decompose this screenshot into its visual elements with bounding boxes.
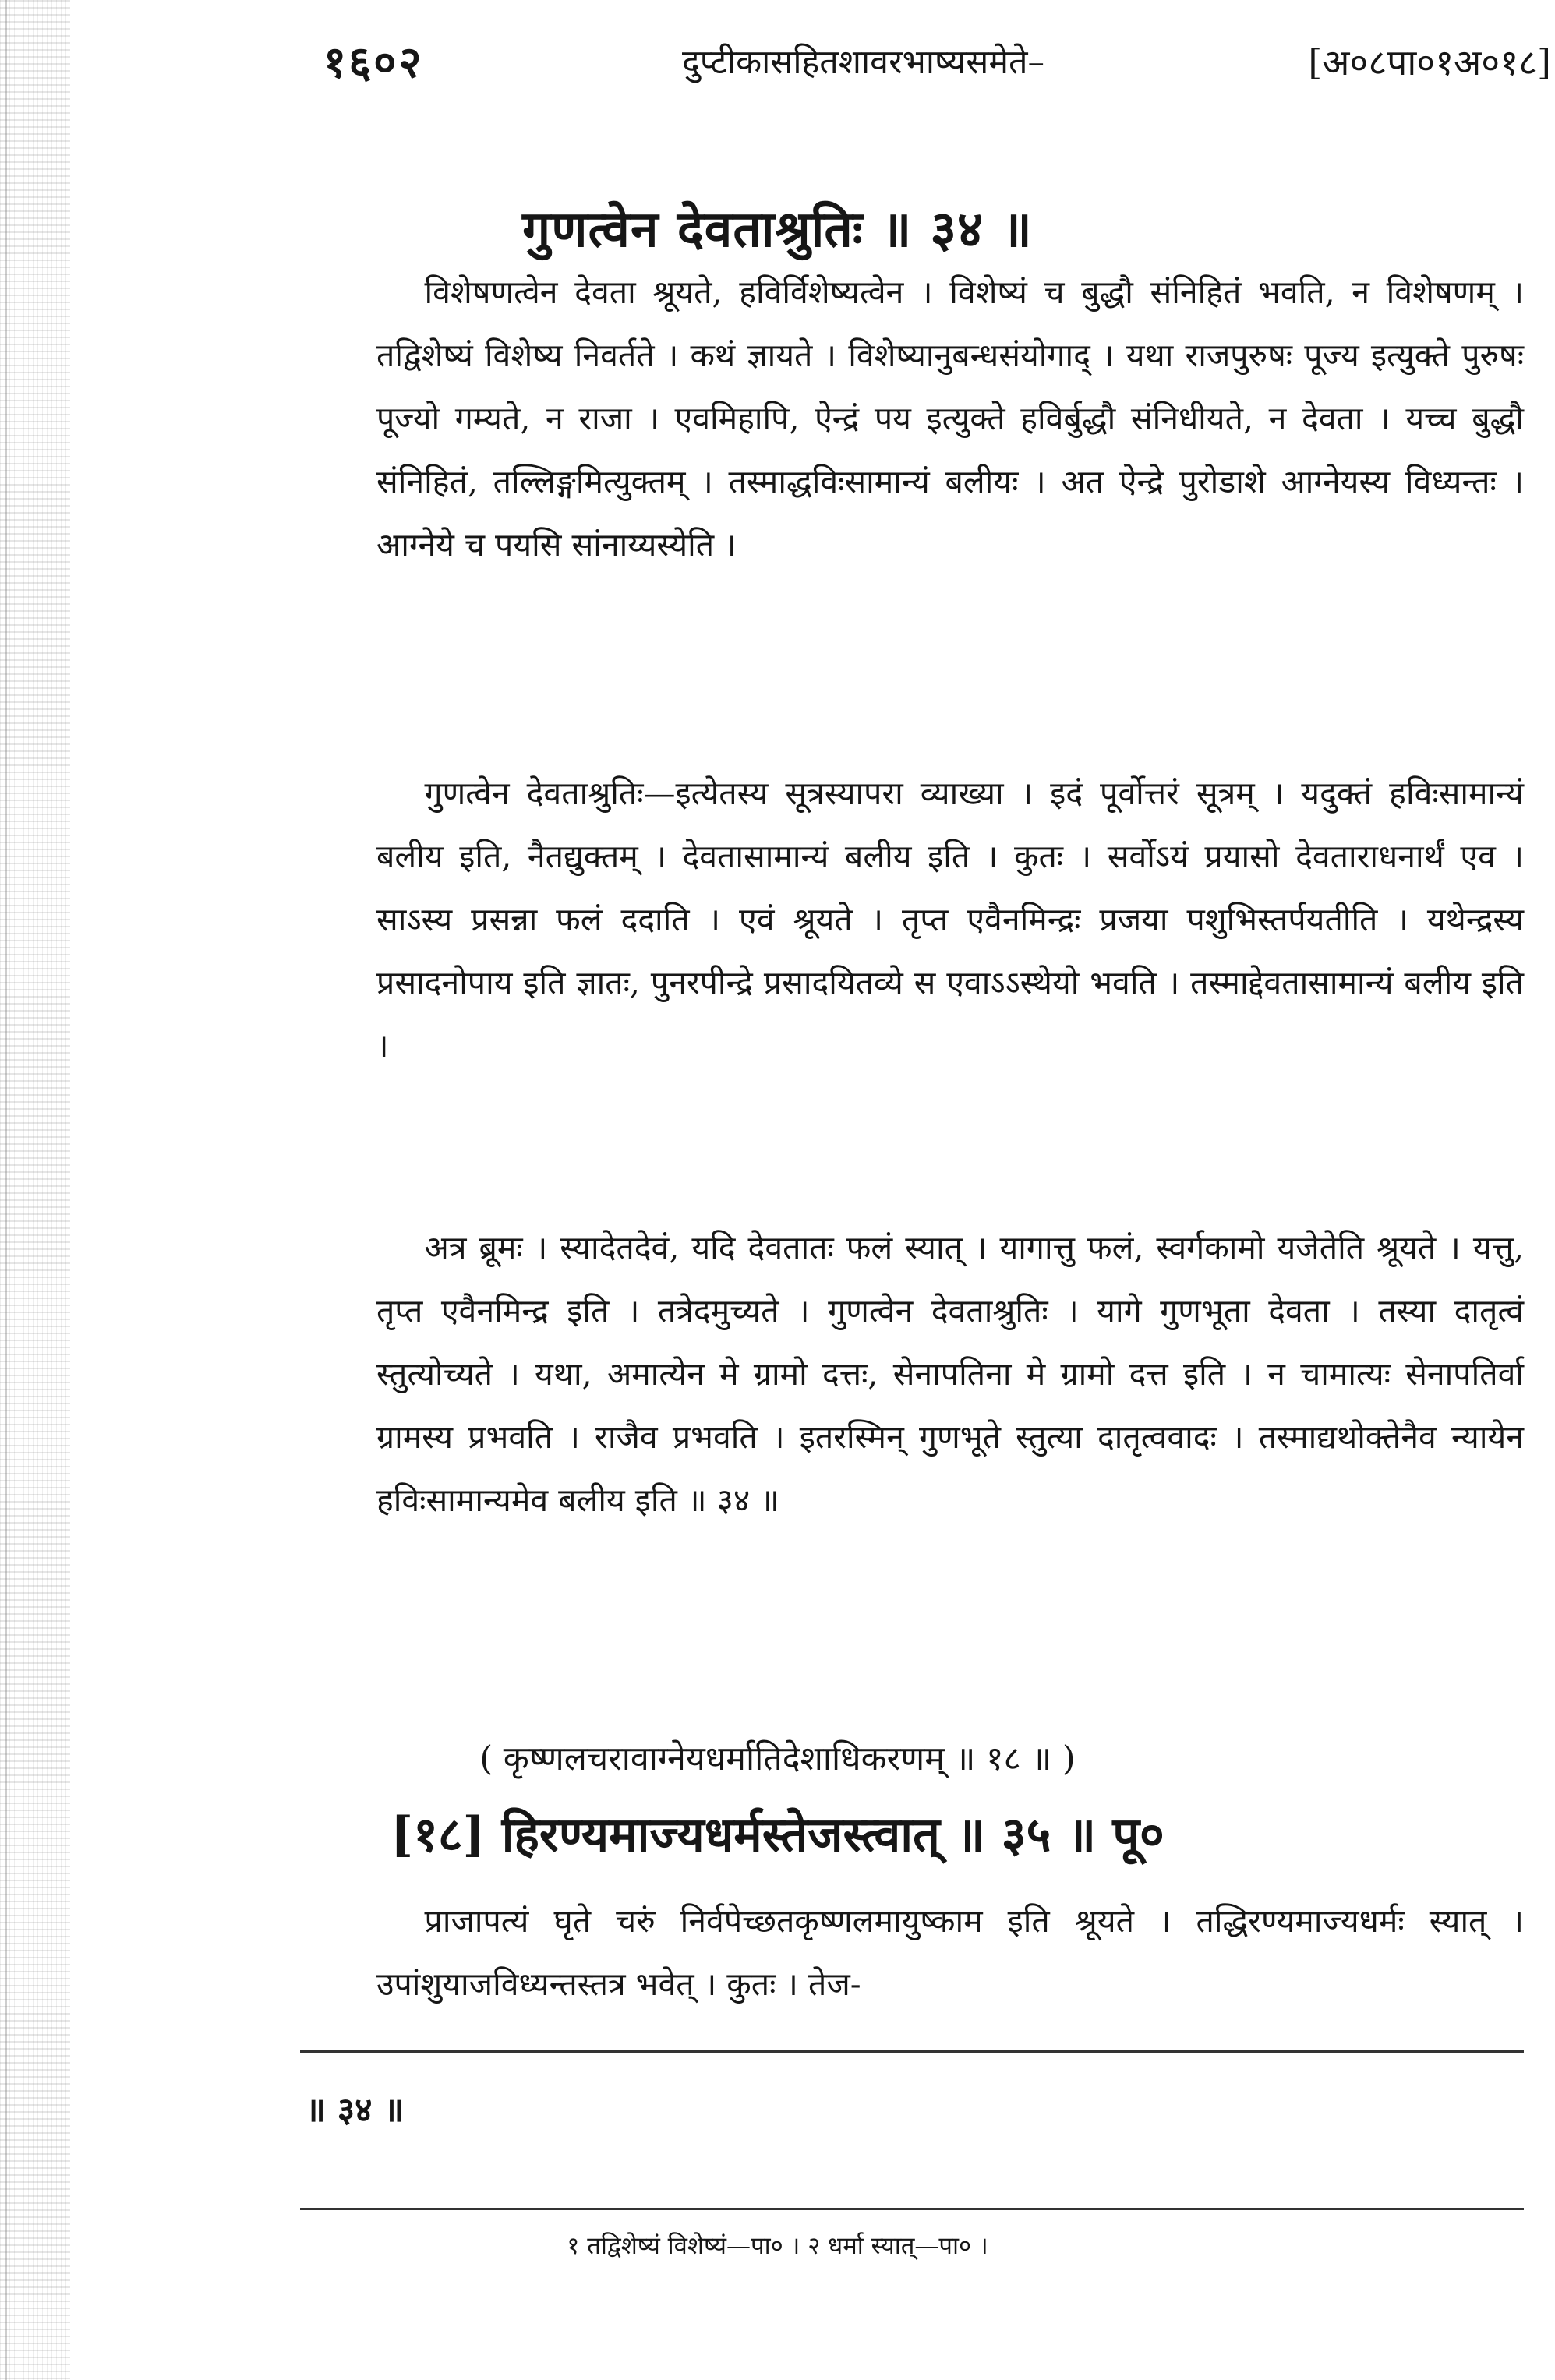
footnote-separator bbox=[300, 2050, 1524, 2053]
reply-text: अत्र ब्रूमः । स्यादेतदेवं, यदि देवतातः फलं स्यात् । यागात्तु फलं, स्वर्गकामो यजेतेति श्रूयते । यत्तु, तृप्त एवैनमिन्द्र इति । तत्रेदमुच्यते । गुणत्वेन देवताश्रुतिः । यागे गुणभूता देवता । तस्या दातृत्वं स्तुत्योच्यते । यथा, अमात्येन मे ग्रामो दत्तः, सेनापतिना मे ग्रामो दत्त इति । न चामात्यः सेनापतिर्वा ग्रामस्य प्रभवति । राजैव प्रभवति । इतरस्मिन् गुणभूते स्तुत्या दातृत्ववादः । तस्माद्यथोक्तेनैव न्यायेन हविःसामान्यमेव बलीय इति ॥ ३४ ॥ bbox=[376, 1229, 1524, 1519]
scan-border bbox=[0, 0, 70, 2380]
reply-paragraph bbox=[376, 1216, 1524, 1532]
adhikarana-title: ( कृष्णलचरावाग्नेयधर्मातिदेशाधिकरणम् ॥ १८ ॥ ) bbox=[479, 1739, 1076, 1778]
bhashya-paragraph bbox=[376, 261, 1524, 577]
page-header bbox=[323, 31, 1551, 117]
footnote-marker: ॥ ३४ ॥ bbox=[306, 2091, 405, 2130]
running-head: दुप्टीकासहितशावरभाष्यसमेते– bbox=[682, 43, 1045, 82]
chapter-reference: [अ०८पा०१अ०१८] bbox=[1308, 41, 1551, 83]
page-number: १६०२ bbox=[323, 37, 424, 88]
bhashya-paragraph-2 bbox=[376, 1890, 1524, 2016]
bhashya-text: विशेषणत्वेन देवता श्रूयते, हविर्विशेष्यत्वेन । विशेष्यं च बुद्धौ संनिहितं भवति, न विशेषणम् । तद्विशेष्यं विशेष्य निवर्तते । कथं ज्ञायते । विशेष्यानुबन्धसंयोगाद् । यथा राजपुरुषः पूज्य इत्युक्ते पुरुषः पूज्यो गम्यते, न राजा । एवमिहापि, ऐन्द्रं पय इत्युक्ते हविर्बुद्धौ संनिधीयते, न देवता । यच्च बुद्धौ संनिहितं, तल्लिङ्गमित्युक्तम् । तस्माद्धविःसामान्यं बलीयः । अत ऐन्द्रे पुरोडाशे आग्नेयस्य विध्यन्तः । आग्नेये च पयसि सांनाय्यस्येति । bbox=[376, 274, 1524, 563]
footnote-text: १ तद्विशेष्यं विशेष्यं—पा० । २ धर्मा स्यात्—पा० । bbox=[567, 2232, 988, 2260]
sutra-heading: गुणत्वेन देवताश्रुतिः ॥ ३४ ॥ bbox=[522, 200, 1033, 259]
tika-text: गुणत्वेन देवताश्रुतिः—इत्येतस्य सूत्रस्यापरा व्याख्या । इदं पूर्वोत्तरं सूत्रम् । यदुक्तं हविःसामान्यं बलीय इति, नैतद्युक्तम् । देवतासामान्यं बलीय इति । कुतः । सर्वोऽयं प्रयासो देवताराधनार्थं एव । साऽस्य प्रसन्ना फलं ददाति । एवं श्रूयते । तृप्त एवैनमिन्द्रः प्रजया पशुभिस्तर्पयतीति । यथेन्द्रस्य प्रसादनोपाय इति ज्ञातः, पुनरपीन्द्रे प्रसादयितव्ये स एवाऽऽस्थेयो भवति । तस्माद्देवतासामान्यं बलीय इति । bbox=[376, 775, 1524, 1065]
tika-paragraph bbox=[376, 762, 1524, 1078]
bhashya-text-2: प्राजापत्यं घृते चरुं निर्वपेच्छतकृष्णलमायुष्काम इति श्रूयते । तद्धिरण्यमाज्यधर्मः स्यात् । उपांशुयाजविध्यन्तस्तत्र भवेत् । कुतः । तेज- bbox=[376, 1902, 1524, 2003]
sutra-heading-2: [१८] हिरण्यमाज्यधर्मस्तेजस्त्वात् ॥ ३५ ॥ पू० bbox=[391, 1807, 1164, 1863]
footnote-separator-2 bbox=[300, 2208, 1524, 2210]
